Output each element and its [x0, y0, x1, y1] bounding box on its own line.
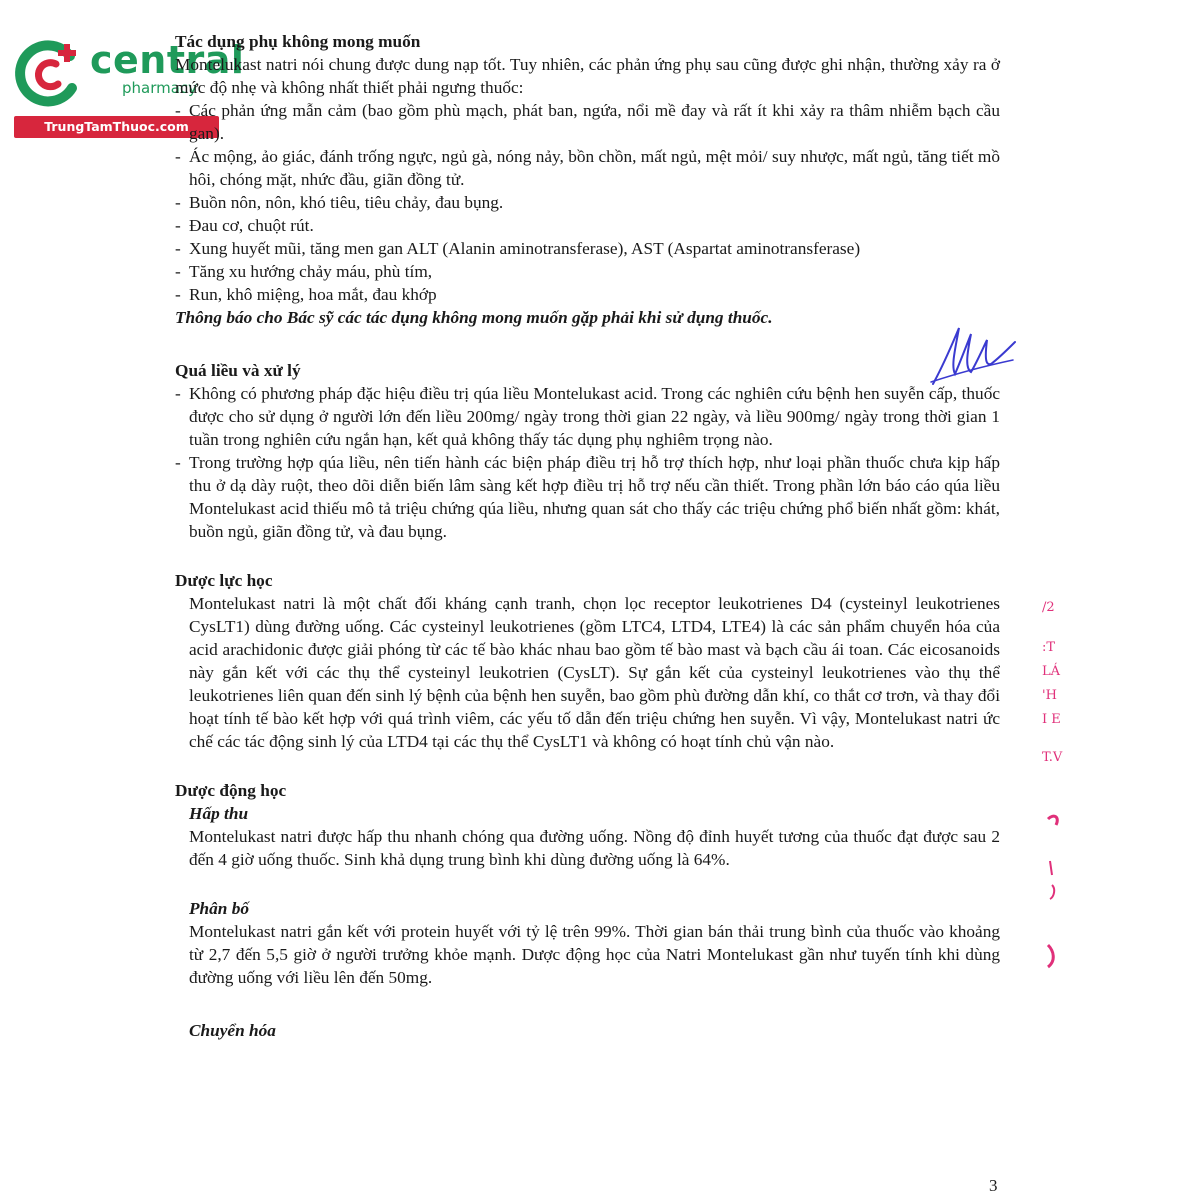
subsection-title: Hấp thu	[189, 804, 249, 823]
list-item: - Không có phương pháp đặc hiệu điều trị qúa liều Montelukast acid. Trong các nghiên cứu bệnh hen suyễn cấp, thuốc được cho sử dụng ở người lớn đến liều 200mg/ ngày trong thời gian 22 ngày, và liều 900mg/ ngày trong thời gian 1 tuần trong nghiên cứu ngắn hạn, kết quả không thấy tác dụng phụ nghiêm trọng nào.	[175, 382, 1000, 451]
list-item: - Xung huyết mũi, tăng men gan ALT (Alanin aminotransferase), AST (Aspartat aminotransferase)	[175, 237, 1000, 260]
subsection-absorption	[175, 802, 1000, 871]
subsection-title: Phân bố	[189, 899, 250, 918]
section-heading: Dược lực học	[175, 571, 273, 590]
subsection-metabolism	[175, 1019, 1000, 1042]
stamp-text: /2	[1042, 600, 1055, 615]
stamp-text: I E	[1042, 712, 1061, 727]
section-pharmacodynamics	[175, 569, 1000, 753]
signature-icon	[925, 322, 1020, 392]
stamp-text: 'H	[1042, 688, 1057, 703]
stamp-mark-icon	[1038, 805, 1068, 1005]
list-item: - Các phản ứng mẫn cảm (bao gồm phù mạch, phát ban, ngứa, nổi mề đay và rất ít khi xảy ra thâm nhiễm bạch cầu gan).	[175, 99, 1000, 145]
subsection-distribution	[175, 897, 1000, 989]
stamp-fragments	[1032, 590, 1062, 980]
list-item: - Ác mộng, ảo giác, đánh trống ngực, ngủ gà, nóng nảy, bồn chồn, mất ngủ, mệt mỏi/ suy nhược, mất ngủ, tăng tiết mồ hôi, chóng mặt, nhức đầu, giãn đồng tử.	[175, 145, 1000, 191]
page-number: 3	[989, 1176, 998, 1195]
stamp-text: T.V	[1042, 750, 1063, 765]
list-item: - Đau cơ, chuột rút.	[175, 214, 1000, 237]
section-heading: Quá liều và xử lý	[175, 361, 301, 380]
section-side-effects	[175, 30, 1000, 329]
overdose-list	[175, 382, 1000, 543]
section-body: Montelukast natri là một chất đối kháng cạnh tranh, chọn lọc receptor leukotrienes D4 (cysteinyl leukotrienes CysLT1) dùng đường uống. Các cysteinyl leukotrienes (gồm LTC4, LTD4, LTE4) là các sản phẩm chuyển hóa của acid arachidonic được giải phóng từ các tế bào khác nhau bao gồm tế bào mast và bạch cầu ái toan. Các eicosanoids này gắn kết với các thụ thể cysteinyl leukotrien (CysLT). Sự gắn kết của cysteinyl leukotrienes vào thụ thể leukotrienes liên quan đến sinh lý bệnh của bệnh hen suyễn, bao gồm phù đường dẫn khí, co thắt cơ trơn, và thay đổi hoạt tính tế bào kết hợp với quá trình viêm, các yếu tố dẫn đến triệu chứng hen suyễn. Vì vậy, Montelukast natri ức chế các tác động sinh lý của LTD4 tại các thụ thể CysLT1 và không có hoạt tính chủ vận nào.	[189, 594, 1000, 751]
subsection-body: Montelukast natri được hấp thu nhanh chóng qua đường uống. Nồng độ đỉnh huyết tương của thuốc đạt được sau 2 đến 4 giờ uống thuốc. Sinh khả dụng trung bình khi dùng đường uống là 64%.	[189, 827, 1000, 869]
logo-website-banner[interactable]: TrungTamThuoc.com	[14, 116, 219, 138]
list-item: - Tăng xu hướng chảy máu, phù tím,	[175, 260, 1000, 283]
subsection-title: Chuyển hóa	[189, 1021, 276, 1040]
subsection-body: Montelukast natri gắn kết với protein huyết với tỷ lệ trên 99%. Thời gian bán thải trung bình của thuốc vào khoảng từ 2,7 đến 5,5 giờ ở người trưởng khỏe mạnh. Dược động học của Natri Montelukast gần như tuyến tính khi dùng đường uống với liều lên đến 50mg.	[189, 922, 1000, 987]
list-item: - Trong trường hợp qúa liều, nên tiến hành các biện pháp điều trị hỗ trợ thích hợp, như loại phần thuốc chưa kịp hấp thu ở dạ dày ruột, theo dõi diễn biến lâm sàng kết hợp điều trị hỗ trợ nếu cần thiết. Trong phần lớn báo cáo qúa liều Montelukast acid thiếu mô tả triệu chứng qúa liều, nhưng quan sát cho thấy các triệu chứng phổ biến nhất gồm: khát, buồn ngủ, giãn đồng tử, và đau bụng.	[175, 451, 1000, 543]
stamp-text: LÁ	[1042, 664, 1061, 679]
side-effects-notice: Thông báo cho Bác sỹ các tác dụng không mong muốn gặp phải khi sử dụng thuốc.	[175, 308, 773, 327]
list-item: - Buồn nôn, nôn, khó tiêu, tiêu chảy, đau bụng.	[175, 191, 1000, 214]
section-pharmacokinetics	[175, 779, 1000, 1042]
document-content	[175, 30, 1000, 1042]
section-intro: Montelukast natri nói chung được dung nạp tốt. Tuy nhiên, các phản ứng phụ sau cũng được ghi nhận, thường xảy ra ở mức độ nhẹ và không nhất thiết phải ngưng thuốc:	[175, 55, 1000, 97]
logo-subtitle: pharmacy	[122, 79, 198, 97]
section-overdose	[175, 359, 1000, 543]
list-item: - Run, khô miệng, hoa mắt, đau khớp	[175, 283, 1000, 306]
section-heading: Dược động học	[175, 781, 287, 800]
logo-mark-icon	[10, 36, 86, 112]
logo-brand: central	[90, 38, 245, 82]
section-heading: Tác dụng phụ không mong muốn	[175, 32, 421, 51]
stamp-text: :T	[1042, 640, 1056, 655]
side-effects-list	[175, 99, 1000, 306]
